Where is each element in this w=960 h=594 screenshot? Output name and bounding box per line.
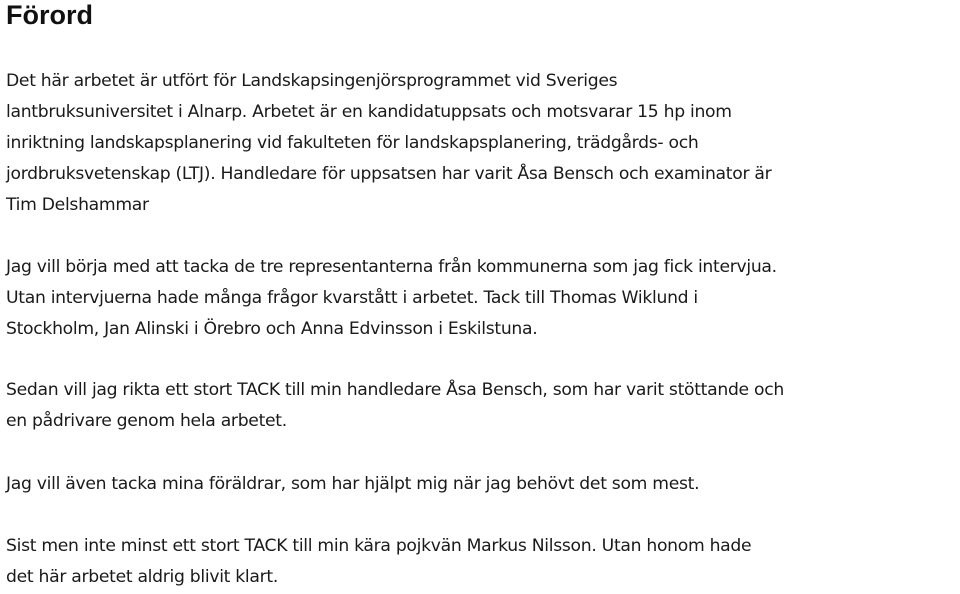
text-line: Tim Delshammar bbox=[6, 195, 149, 215]
text-line: Stockholm, Jan Alinski i Örebro och Anna Edvinsson i Eskilstuna. bbox=[6, 319, 538, 339]
text-line: Sedan vill jag rikta ett stort TACK till min handledare Åsa Bensch, som har varit stöttande och bbox=[6, 380, 784, 400]
text-line: Jag vill börja med att tacka de tre representanterna från kommunerna som jag fick intervjua. bbox=[6, 257, 777, 277]
text-line: Jag vill även tacka mina föräldrar, som har hjälpt mig när jag behövt det som mest. bbox=[6, 474, 700, 494]
text-line: inriktning landskapsplanering vid fakulteten för landskapsplanering, trädgårds- och bbox=[6, 133, 699, 153]
paragraph-thanks-partner bbox=[6, 531, 960, 593]
paragraph-thanks-parents bbox=[6, 469, 960, 500]
text-line: Sist men inte minst ett stort TACK till min kära pojkvän Markus Nilsson. Utan honom hade bbox=[6, 536, 752, 556]
text-line: jordbruksvetenskap (LTJ). Handledare för uppsatsen har varit Åsa Bensch och examinator är bbox=[6, 164, 772, 184]
paragraph-intro bbox=[6, 66, 960, 221]
text-line: det här arbetet aldrig blivit klart. bbox=[6, 567, 279, 587]
text-line: lantbruksuniversitet i Alnarp. Arbetet är en kandidatuppsats och motsvarar 15 hp inom bbox=[6, 102, 732, 122]
text-line: en pådrivare genom hela arbetet. bbox=[6, 411, 287, 431]
paragraph-thanks-supervisor bbox=[6, 375, 960, 437]
text-line: Det här arbetet är utfört för Landskapsingenjörsprogrammet vid Sveriges bbox=[6, 71, 618, 91]
text-line: Utan intervjuerna hade många frågor kvarstått i arbetet. Tack till Thomas Wiklund i bbox=[6, 288, 698, 308]
page-title: Förord bbox=[6, 0, 93, 30]
paragraph-thanks-interviewees bbox=[6, 252, 960, 345]
